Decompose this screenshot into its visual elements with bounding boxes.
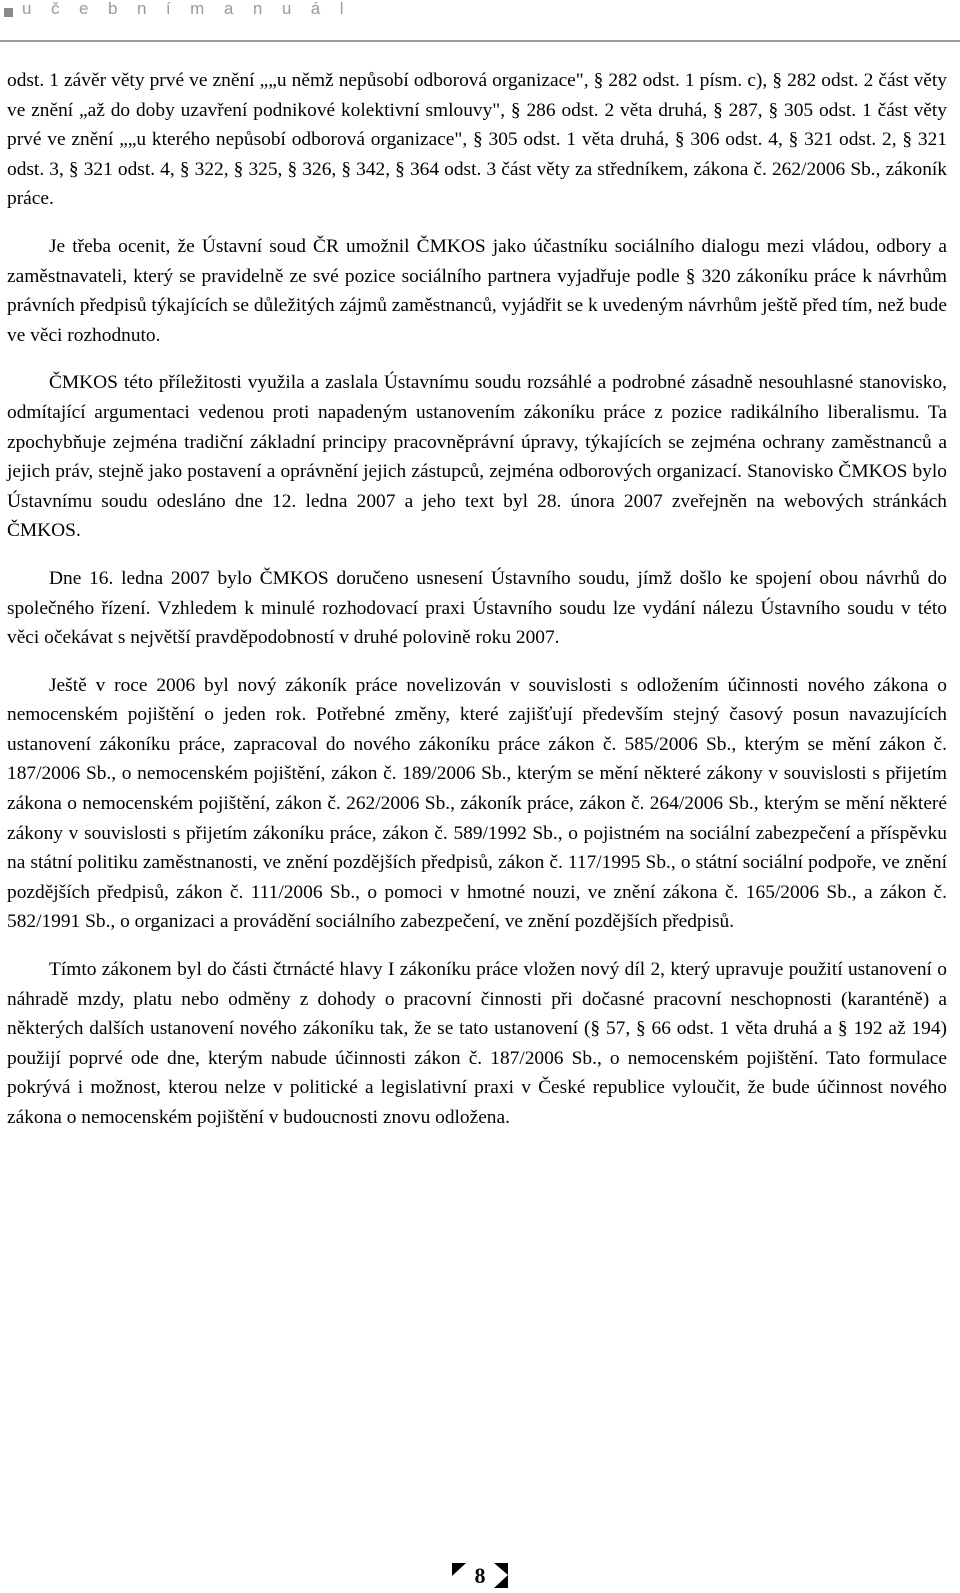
page-footer [452,1563,508,1588]
paragraph-2: Je třeba ocenit, že Ústavní soud ČR umožnil ČMKOS jako účastníku sociálního dialogu mezi vládou, odbory a zaměstnavateli, který se pravidelně ze své pozice sociálního partnera vyjadřuje podle § 320 zákoníku práce k návrhům právních předpisů týkajících se důležitých zájmů zaměstnanců, vyjádřit se k uvedeným návrhům ještě před tím, než bude ve věci rozhodnuto. [7,235,947,346]
document-body [7,66,947,1151]
header-title: u č e b n í m a n u á l [22,0,351,18]
page-number: 8 [474,1563,486,1588]
page-header [0,0,960,42]
paragraph-1: odst. 1 závěr věty prvé ve znění „„u němž nepůsobí odborová organizace", § 282 odst. 1 písm. c), § 282 odst. 2 část věty ve znění „až do doby uzavření podnikové kolektivní smlouvy", § 286 odst. 2 věta druhá, § 287, § 305 odst. 1 část věty prvé ve znění „„u kterého nepůsobí odborová organizace", § 305 odst. 1 věta druhá, § 306 odst. 4, § 321 odst. 2, § 321 odst. 3, § 321 odst. 4, § 322, § 325, § 326, § 342, § 364 odst. 3 část věty za středníkem, zákona č. 262/2006 Sb., zákoník práce. [7,70,947,210]
paragraph-5: Ještě v roce 2006 byl nový zákoník práce novelizován v souvislosti s odložením účinnosti nového zákona o nemocenském pojištění o jeden rok. Potřebné změny, které zajišťují především stejný časový posun navazujících ustanovení zákoníku práce, zapracoval do nového zákoníku práce zákon č. 585/2006 Sb., kterým se mění zákon č. 187/2006 Sb., o nemocenském pojištění, zákon č. 189/2006 Sb., kterým se mění některé zákony v souvislosti s přijetím zákona o nemocenském pojištění, zákon č. 262/2006 Sb., zákoník práce, zákon č. 264/2006 Sb., kterým se mění některé zákony v souvislosti s přijetím zákoníku práce, zákon č. 589/1992 Sb., o pojistném na sociální zabezpečení a příspěvku na státní politiku zaměstnanosti, ve znění pozdějších předpisů, zákon č. 117/1995 Sb., o státní sociální podpoře, ve znění pozdějších předpisů, zákon č. 111/2006 Sb., o pomoci v hmotné nouzi, ve znění zákona č. 165/2006 Sb., a zákon č. 582/1991 Sb., o organizaci a provádění sociálního zabezpečení, ve znění pozdějších předpisů. [7,674,947,933]
paragraph-3: ČMKOS této příležitosti využila a zaslala Ústavnímu soudu rozsáhlé a podrobné zásadně nesouhlasné stanovisko, odmítající argumentaci vedenou proti napadeným ustanovením zákoníku práce z pozice radikálního liberalismu. Ta zpochybňuje zejména tradiční základní principy pracovněprávní úpravy, týkajících se zejména ochrany zaměstnanců a jejich práv, stejně jako postavení a oprávnění jejich zástupců, zejména odborových organizací. Stanovisko ČMKOS bylo Ústavnímu soudu odesláno dne 12. ledna 2007 a jeho text byl 28. února 2007 zveřejněn na webových stránkách ČMKOS. [7,372,947,542]
paragraph-6: Tímto zákonem byl do části čtrnácté hlavy I zákoníku práce vložen nový díl 2, který upravuje použití ustanovení o náhradě mzdy, platu nebo odměny z dohody o pracovní činnosti při dočasné pracovní neschopnosti (karanténě) a některých dalších ustanovení nového zákoníku tak, že se tato ustanovení (§ 57, § 66 odst. 1 věta druhá a § 192 až 194) použijí poprvé ode dne, kterým nabude účinnosti zákon č. 187/2006 Sb., o nemocenském pojištění. Tato formulace pokrývá i možnost, kterou nelze v politické a legislativní praxi v České republice vyloučit, že bude účinnost nového zákona o nemocenském pojištění v budoucnosti znovu odložena. [7,959,947,1128]
paragraph-4: Dne 16. ledna 2007 bylo ČMKOS doručeno usnesení Ústavního soudu, jímž došlo ke spojení obou návrhů do společného řízení. Vzhledem k minulé rozhodovací praxi Ústavního soudu lze vydání nálezu Ústavního soudu v této věci očekávat s největší pravděpodobností v druhé polovině roku 2007. [7,567,947,649]
header-square-icon [4,8,13,17]
